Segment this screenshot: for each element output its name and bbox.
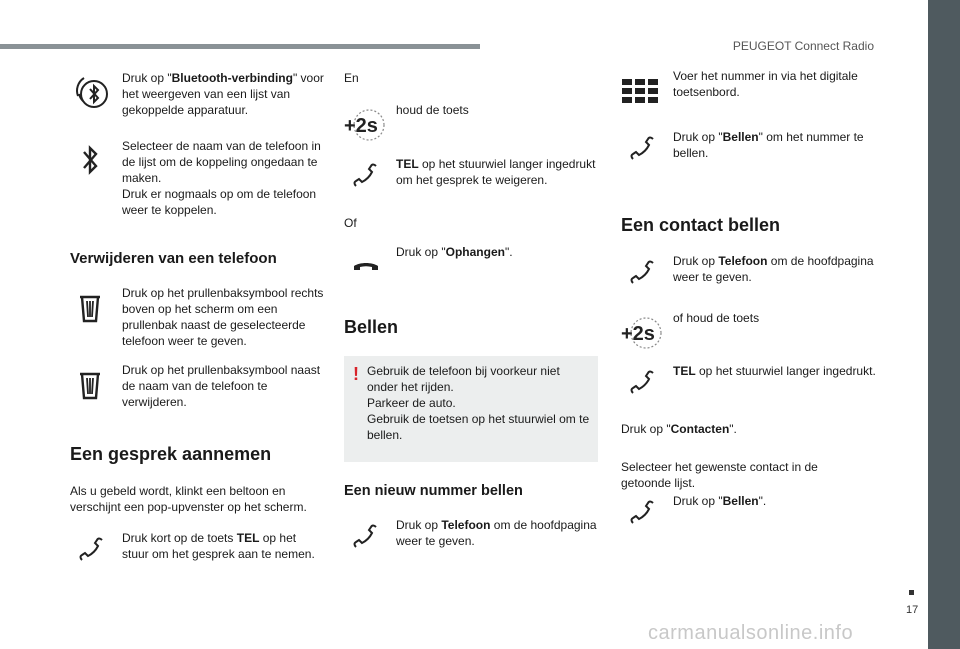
trash-icon bbox=[70, 285, 114, 325]
item-text: Druk op "Bellen" om het nummer te bellen. bbox=[673, 130, 864, 160]
item-text: Druk op "Bluetooth-verbinding" voor het weergeven van een lijst van gekoppelde apparatuur. bbox=[122, 71, 324, 117]
item-text: Druk op "Bellen". bbox=[673, 494, 767, 508]
side-band bbox=[928, 0, 960, 649]
label-en: En bbox=[344, 71, 359, 85]
plus-2s-icon bbox=[344, 102, 388, 142]
trash-icon bbox=[70, 362, 114, 402]
item-text: Druk kort op de toets TEL op het stuur om het gesprek aan te nemen. bbox=[122, 531, 315, 561]
label-of: Of bbox=[344, 216, 357, 230]
item-text: Druk op Telefoon om de hoofdpagina weer te geven. bbox=[673, 254, 874, 284]
item-text: of houd de toets bbox=[673, 311, 760, 325]
hang-up-icon bbox=[344, 244, 388, 284]
bluetooth-icon bbox=[70, 138, 114, 178]
item-text: houd de toets bbox=[396, 103, 469, 117]
item-text: Voer het nummer in via het digitale toetsenbord. bbox=[673, 69, 858, 99]
page-number: 17 bbox=[906, 604, 919, 616]
heading-call: Bellen bbox=[344, 317, 399, 337]
phone-icon bbox=[621, 363, 665, 403]
plus-2s-icon bbox=[621, 310, 665, 350]
phone-icon bbox=[70, 530, 114, 570]
keypad-icon bbox=[621, 68, 665, 108]
contacten-paragraph: Druk op "Contacten". bbox=[621, 422, 737, 436]
bluetooth-circle-icon bbox=[70, 70, 114, 110]
item-text: TEL op het stuurwiel langer ingedrukt om het gesprek te weigeren. bbox=[396, 157, 596, 187]
warning-icon: ! bbox=[353, 364, 359, 384]
header-rule bbox=[0, 44, 480, 49]
phone-icon bbox=[621, 493, 665, 533]
header-title: PEUGEOT Connect Radio bbox=[732, 39, 874, 53]
item-text: Druk op het prullenbaksymbool naast de naam van de telefoon te verwijderen. bbox=[122, 363, 321, 409]
item-text: Druk op Telefoon om de hoofdpagina weer te geven. bbox=[396, 518, 597, 548]
watermark: carmanualsonline.info bbox=[648, 622, 854, 644]
item-text: Selecteer de naam van de telefoon in de lijst om de koppeling ongedaan te maken. Druk er nogmaals op om de telefoon weer te koppelen. bbox=[122, 139, 321, 217]
answer-paragraph: Als u gebeld wordt, klinkt een beltoon en verschijnt een pop-upvenster op het scherm. bbox=[70, 484, 307, 514]
item-text: Druk op "Ophangen". bbox=[396, 245, 513, 259]
page-marker bbox=[909, 590, 914, 595]
item-text: TEL op het stuurwiel langer ingedrukt. bbox=[673, 364, 876, 378]
warning-box bbox=[344, 356, 598, 462]
warning-text: Gebruik de telefoon bij voorkeur niet onder het rijden. Parkeer de auto. Gebruik de toetsen op het stuurwiel om te bellen. bbox=[367, 364, 590, 442]
heading-answer-call: Een gesprek aannemen bbox=[70, 444, 272, 464]
item-text: Druk op het prullenbaksymbool rechts boven op het scherm om een prullenbak naast de geselecteerde telefoon weer te geven. bbox=[122, 286, 324, 348]
heading-new-number: Een nieuw nummer bellen bbox=[344, 483, 523, 499]
heading-call-contact: Een contact bellen bbox=[621, 215, 781, 235]
phone-icon bbox=[621, 129, 665, 169]
select-contact-paragraph: Selecteer het gewenste contact in de getoonde lijst. bbox=[621, 460, 818, 490]
phone-icon bbox=[344, 517, 388, 557]
phone-icon bbox=[344, 156, 388, 196]
heading-remove-phone: Verwijderen van een telefoon bbox=[70, 250, 277, 267]
phone-icon bbox=[621, 253, 665, 293]
svg-text:+2s: +2s bbox=[621, 323, 655, 345]
svg-text:+2s: +2s bbox=[344, 115, 378, 137]
